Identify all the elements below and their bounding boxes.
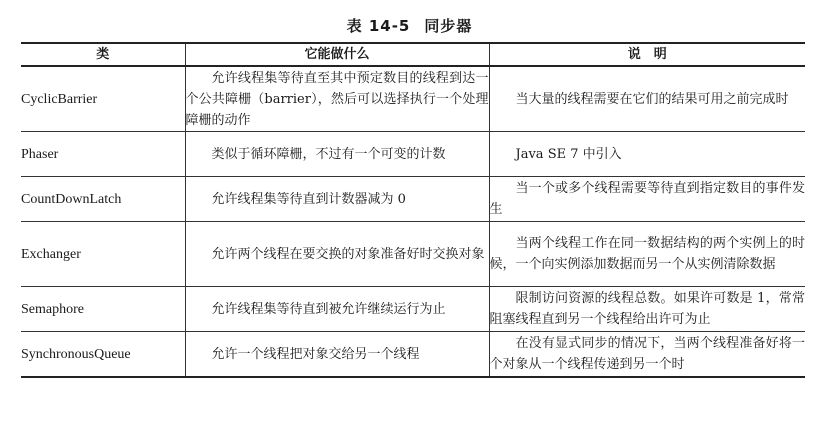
table-header-row [21, 43, 805, 66]
column-header-class: 类 [21, 43, 185, 66]
note-cell: 当两个线程工作在同一数据结构的两个实例上的时候，一个向实例添加数据而另一个从实例清除数据 [489, 222, 805, 287]
note-cell: 当大量的线程需要在它们的结果可用之前完成时 [489, 66, 805, 132]
column-header-description: 它能做什么 [185, 43, 489, 66]
description-cell: 允许线程集等待直到计数器减为 0 [185, 177, 489, 222]
note-cell: 当一个或多个线程需要等待直到指定数目的事件发生 [489, 177, 805, 222]
description-cell: 允许两个线程在要交换的对象准备好时交换对象 [185, 222, 489, 287]
table-row [21, 66, 805, 132]
table-title: 同步器 [424, 17, 473, 35]
description-cell: 允许一个线程把对象交给另一个线程 [185, 332, 489, 378]
description-cell: 类似于循环障栅，不过有一个可变的计数 [185, 132, 489, 177]
table-number: 表 14-5 [346, 17, 411, 35]
column-header-note: 说 明 [489, 43, 805, 66]
table-caption [0, 15, 819, 36]
class-name-cell: CyclicBarrier [21, 66, 185, 132]
note-cell: 限制访问资源的线程总数。如果许可数是 1，常常阻塞线程直到另一个线程给出许可为止 [489, 287, 805, 332]
description-cell: 允许线程集等待直到被允许继续运行为止 [185, 287, 489, 332]
note-cell: 在没有显式同步的情况下，当两个线程准备好将一个对象从一个线程传递到另一个时 [489, 332, 805, 378]
table-row [21, 287, 805, 332]
class-name-cell: CountDownLatch [21, 177, 185, 222]
table-row [21, 332, 805, 378]
synchronizer-table [21, 42, 805, 378]
class-name-cell: Phaser [21, 132, 185, 177]
class-name-cell: Exchanger [21, 222, 185, 287]
note-cell: Java SE 7 中引入 [489, 132, 805, 177]
description-cell: 允许线程集等待直至其中预定数目的线程到达一个公共障栅（barrier），然后可以选择执行一个处理障栅的动作 [185, 66, 489, 132]
class-name-cell: Semaphore [21, 287, 185, 332]
table-row [21, 132, 805, 177]
class-name-cell: SynchronousQueue [21, 332, 185, 378]
table-row [21, 222, 805, 287]
table-row [21, 177, 805, 222]
